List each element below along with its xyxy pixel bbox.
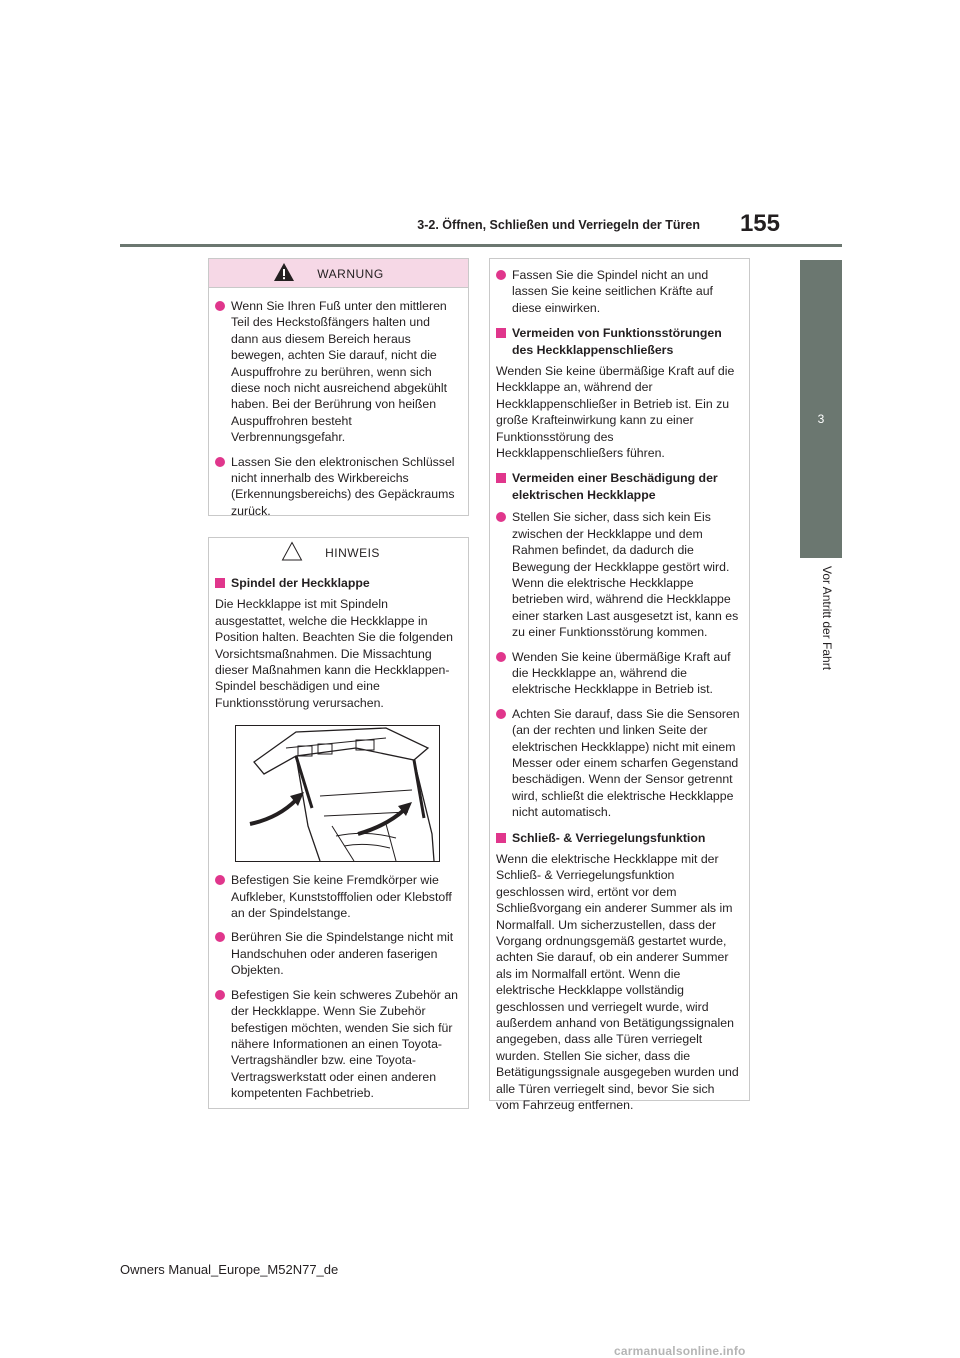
bullet-icon [496, 652, 506, 662]
notice-bullet [496, 509, 741, 640]
bullet-icon [215, 875, 225, 885]
section-paragraph: Wenn die elektrische Heckklappe mit der Schließ- & Verriegelungsfunktion geschlossen wird, ertönt vor dem Schließvorgang ein anderer Summer als im Normalfall. Um sicherzustellen, dass der Vorgang ordnungsgemäß gestartet wurde, achten Sie darauf, ob ein anderer Summer als im Normalfall ertönt. Wenn die elektrische Heckklappe vollständig geschlossen und verriegelt wurde, wird außerdem anhand von Betätigungssignalen angegeben, dass alle Türen verriegelt wurden. Stellen Sie sicher, dass die Betätigungssignale ausgegeben wurden und alle Türen verriegelt sind, bevor Sie sich vom Fahrzeug entfernen. [496, 852, 739, 1113]
warning-header [209, 259, 468, 288]
notice-bullet-text: Achten Sie darauf, dass Sie die Sensoren (an der rechten und linken Seite der elektrischen Heckklappe) nicht mit einem Messer oder einem scharfen Gegenstand beschädigen. Wenn der Sensor getrennt wird, schließt die elektrische Heckklappe nicht automatisch. [512, 706, 740, 820]
notice-heading [215, 575, 460, 591]
notice-bullet [215, 929, 460, 978]
tailgate-spindle-illustration [235, 725, 440, 862]
section-title: 3-2. Öffnen, Schließen und Verriegeln der Türen [417, 218, 700, 232]
warning-box [208, 258, 469, 516]
section-heading [496, 470, 741, 503]
square-bullet-icon [496, 473, 506, 483]
notice-bullet-text: Befestigen Sie kein schweres Zubehör an der Heckklappe. Wenn Sie Zubehör befestigen möchten, wenden Sie sich für nähere Informationen an einen Toyota-Vertragshändler bzw. eine Toyota-Vertragswerkstatt oder einen anderen kompetenten Fachbetrieb. [231, 987, 458, 1101]
notice-bullet [496, 267, 741, 316]
section-heading-text: Vermeiden von Funktionsstörungen des Heckklappenschließers [512, 326, 722, 357]
notice-bullet [215, 872, 460, 921]
notice-bullet-text: Wenden Sie keine übermäßige Kraft auf die Heckklappe an, während die elektrische Heckklappe in Betrieb ist. [512, 649, 731, 697]
notice-bullet-text: Berühren Sie die Spindelstange nicht mit Handschuhen oder anderen faserigen Objekten. [231, 930, 454, 978]
warning-bullet-text: Wenn Sie Ihren Fuß unter den mittleren Teil des Heckstoßfängers halten und dann aus diesem Bereich heraus bewegen, achten Sie darauf, nicht die Auspuffrohre zu berühren, wenn sich diese noch nicht ausreichend abgekühlt haben. Bei der Berührung von heißen Auspuffrohren besteht Verbrennungsgefahr. [231, 299, 448, 445]
bullet-icon [496, 270, 506, 280]
square-bullet-icon [215, 578, 225, 588]
notice-bullet-text: Fassen Sie die Spindel nicht an und lassen Sie keine seitlichen Kräfte auf diese einwirken. [512, 268, 713, 315]
section-heading-text: Vermeiden einer Beschädigung der elektrischen Heckklappe [512, 471, 718, 502]
bullet-icon [215, 932, 225, 942]
warning-bullet [215, 454, 460, 520]
chapter-title: Vor Antritt der Fahrt [820, 566, 834, 671]
notice-bullet-text: Befestigen Sie keine Fremdkörper wie Aufkleber, Kunststofffolien oder Klebstoff an der Spindelstange. [231, 873, 452, 921]
notice-bullet [215, 987, 460, 1102]
chapter-tab [800, 260, 842, 558]
notice-title: HINWEIS [325, 546, 380, 560]
bullet-icon [215, 301, 225, 311]
bullet-icon [496, 709, 506, 719]
warning-bullet-text: Lassen Sie den elektronischen Schlüssel nicht innerhalb des Wirkbereichs (Erkennungsbereichs) des Gepäckraums zurück. [231, 454, 455, 518]
notice-paragraph: Die Heckklappe ist mit Spindeln ausgestattet, welche die Heckklappe in Position halten. Beachten Sie die folgenden Vorsichtsmaßnahmen. Die Missachtung dieser Maßnahmen kann die Heckklappen-Spindel beschädigen und eine Funktionsstörung verursachen. [215, 597, 453, 710]
chapter-number: 3 [817, 412, 825, 426]
warning-bullet [215, 298, 460, 446]
header-divider [120, 244, 842, 247]
bullet-icon [496, 512, 506, 522]
notice-bullet [496, 649, 741, 698]
section-heading-text: Schließ- & Verriegelungsfunktion [512, 830, 706, 845]
section-heading [496, 325, 741, 358]
watermark: carmanualsonline.info [614, 1344, 746, 1358]
notice-heading-text: Spindel der Heckklappe [231, 576, 370, 590]
section-heading [496, 830, 741, 846]
square-bullet-icon [496, 328, 506, 338]
bullet-icon [215, 457, 225, 467]
notice-continued-box [489, 258, 750, 1113]
notice-header [209, 538, 468, 566]
document-id: Owners Manual_Europe_M52N77_de [120, 1262, 339, 1277]
square-bullet-icon [496, 833, 506, 843]
warning-title: WARNUNG [317, 267, 384, 281]
notice-box [208, 537, 469, 1109]
notice-bullet [496, 706, 741, 821]
section-paragraph: Wenden Sie keine übermäßige Kraft auf die Heckklappe an, während der Heckklappenschließer in Betrieb ist. Ein zu große Krafteinwirkung kann zu einer Funktionsstörung des Heckklappenschließers führen. [496, 364, 735, 461]
page-number: 155 [739, 210, 780, 237]
bullet-icon [215, 990, 225, 1000]
notice-bullet-text: Stellen Sie sicher, dass sich kein Eis zwischen der Heckklappe und dem Rahmen befindet, da dadurch die Bewegung der Heckklappe gestört wird. Wenn die elektrische Heckklappe betrieben wird, während die Heckklappe einer starken Last ausgesetzt ist, kann es zu einer Funktionsstörung kommen. [512, 510, 739, 640]
